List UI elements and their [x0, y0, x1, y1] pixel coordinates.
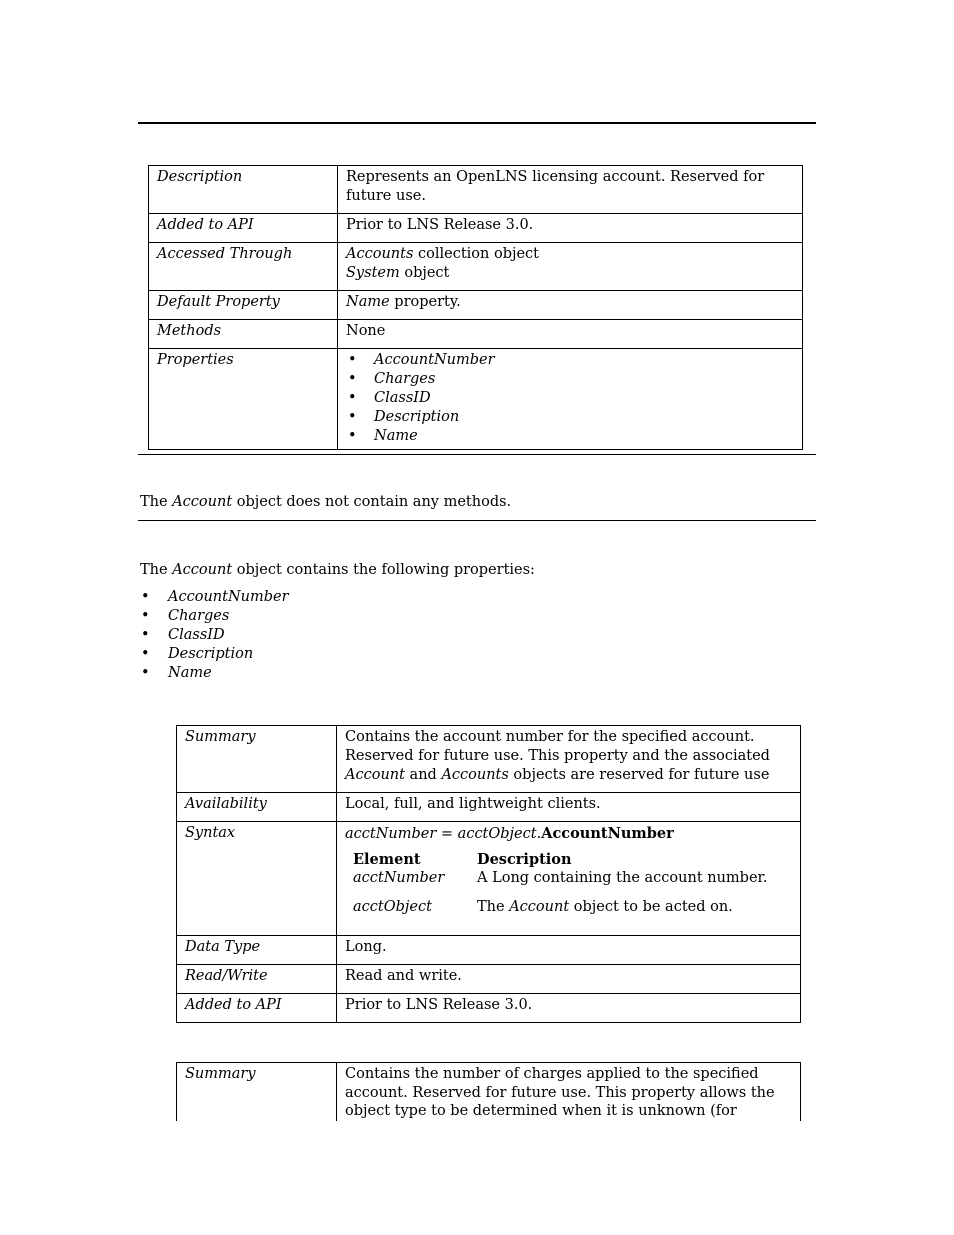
an-summary-row [177, 726, 801, 793]
an-syntax-line: acctNumber = acctObject.AccountNumber [345, 825, 674, 842]
object-property-item: • AccountNumber [346, 351, 794, 370]
an-syntax-value [337, 822, 801, 936]
charges-table-clip [176, 1062, 801, 1121]
section-rule-methods [138, 454, 816, 455]
an-summary-key: Summary [177, 726, 337, 793]
element-header: Element [353, 851, 421, 868]
an-read-write-row [177, 965, 801, 994]
header-rule [138, 122, 816, 124]
object-table-value: Represents an OpenLNS licensing account. Reserved for future use. [338, 166, 803, 214]
methods-text-pre: The [140, 494, 173, 510]
object-table-key: Description [149, 166, 338, 214]
object-table-row-properties [149, 349, 803, 450]
an-availability-row [177, 793, 801, 822]
charges-table [176, 1062, 801, 1121]
property-list-item: • Description [140, 645, 289, 664]
object-table-value: Prior to LNS Release 3.0. [338, 214, 803, 243]
element-row [345, 888, 768, 917]
object-table-row [149, 214, 803, 243]
methods-text [140, 493, 511, 512]
element-description: A Long containing the account number. [477, 870, 768, 886]
an-availability-value: Local, full, and lightweight clients. [337, 793, 801, 822]
an-added-key: Added to API [177, 994, 337, 1023]
properties-text-post: object contains the following properties: [232, 562, 535, 578]
account-object-table [148, 165, 803, 450]
object-table-key: Added to API [149, 214, 338, 243]
methods-text-post: object does not contain any methods. [232, 494, 512, 510]
object-table-row [149, 291, 803, 320]
object-table-value: Accounts collection object System object [338, 243, 803, 291]
methods-text-object: Account [172, 494, 233, 510]
object-table-key: Properties [149, 349, 338, 450]
object-property-item: • Name [346, 427, 794, 446]
object-table-value: Name property. [338, 291, 803, 320]
section-rule-properties [138, 520, 816, 521]
charges-summary-row [177, 1063, 801, 1122]
object-table-row [149, 166, 803, 214]
property-list-item: • AccountNumber [140, 588, 289, 607]
an-read-write-value: Read and write. [337, 965, 801, 994]
object-property-item: • Charges [346, 370, 794, 389]
object-table-key: Default Property [149, 291, 338, 320]
an-data-type-row [177, 936, 801, 965]
an-availability-key: Availability [177, 793, 337, 822]
an-syntax-row [177, 822, 801, 936]
object-table-row [149, 320, 803, 349]
account-number-table [176, 725, 801, 1023]
an-element-table [345, 850, 768, 917]
an-added-row [177, 994, 801, 1023]
element-row [345, 869, 768, 888]
an-data-type-value: Long. [337, 936, 801, 965]
element-description: The Account object to be acted on. [477, 899, 733, 915]
an-data-type-key: Data Type [177, 936, 337, 965]
charges-summary-key: Summary [177, 1063, 337, 1122]
object-property-item: • Description [346, 408, 794, 427]
properties-list [140, 588, 289, 683]
property-list-item: • Name [140, 664, 289, 683]
an-summary-value: Contains the account number for the specified account. Reserved for future use. This property and the associated Account and Accounts objects are reserved for future use [337, 726, 801, 793]
object-table-key: Accessed Through [149, 243, 338, 291]
description-header: Description [477, 851, 572, 868]
properties-text-pre: The [140, 562, 173, 578]
property-list-item: • ClassID [140, 626, 289, 645]
object-properties-list [346, 351, 794, 446]
object-table-key: Methods [149, 320, 338, 349]
object-table-properties-value [338, 349, 803, 450]
an-added-value: Prior to LNS Release 3.0. [337, 994, 801, 1023]
element-name: acctObject [353, 899, 432, 915]
an-syntax-key: Syntax [177, 822, 337, 936]
element-name: acctNumber [353, 870, 445, 886]
object-property-item: • ClassID [346, 389, 794, 408]
properties-text-object: Account [172, 562, 233, 578]
object-table-value: None [338, 320, 803, 349]
object-table-row [149, 243, 803, 291]
properties-text [140, 561, 535, 580]
charges-summary-value: Contains the number of charges applied to the specified account. Reserved for future use. This property allows the object type to be determined when it is unknown (for [337, 1063, 801, 1122]
property-list-item: • Charges [140, 607, 289, 626]
an-read-write-key: Read/Write [177, 965, 337, 994]
